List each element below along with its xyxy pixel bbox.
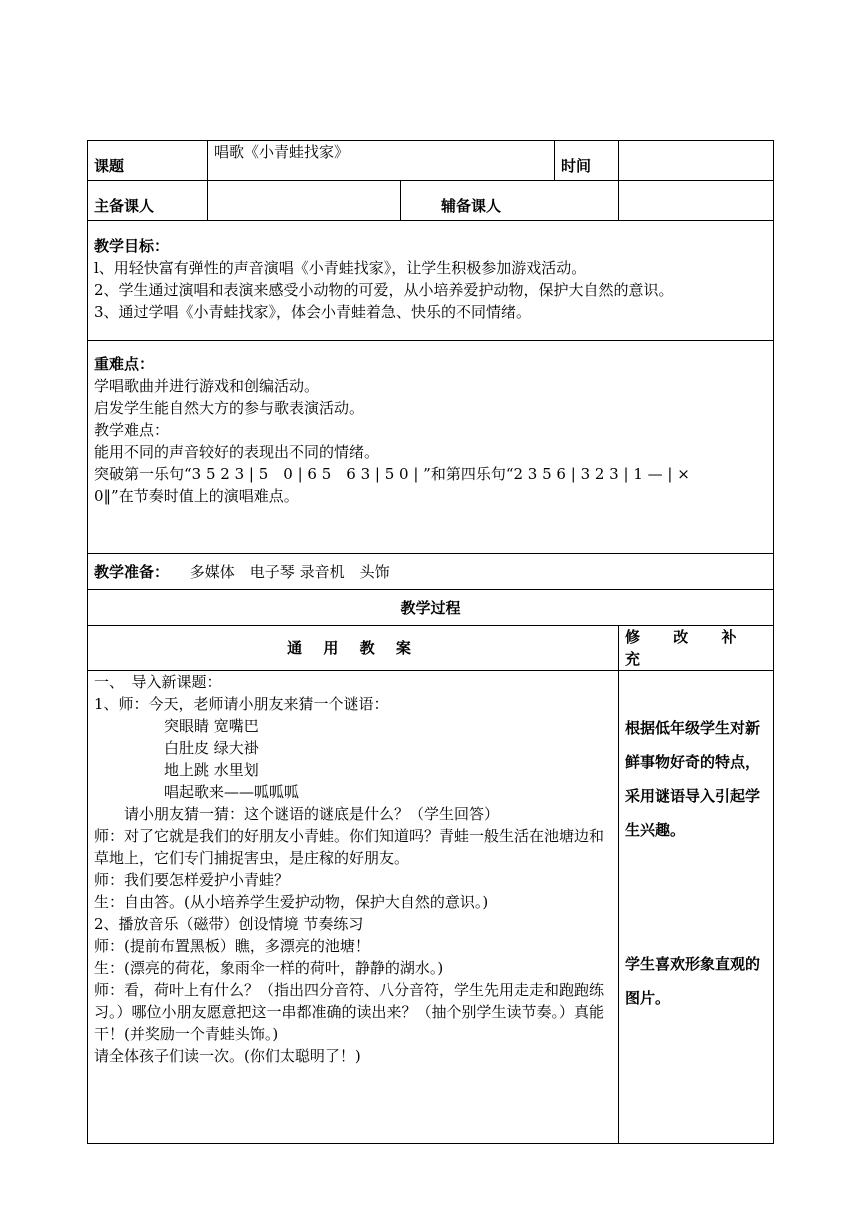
- process-title: 教学过程: [88, 590, 774, 626]
- plan-paragraph: 师：我们要怎样爱护小青蛙？: [94, 871, 290, 889]
- prep-row: [88, 554, 774, 590]
- difficulty-line: 能用不同的声音较好的表现出不同的情绪。: [94, 443, 380, 461]
- plan-paragraph: 师：对了它就是我们的好朋友小青蛙。你们知道吗？青蛙一般生活在池塘边和草地上，它们专门捕捉害虫，是庄稼的好朋友。: [94, 827, 605, 867]
- main-teacher-value[interactable]: [208, 181, 401, 221]
- plan-line: 1、师：今天，老师请小朋友来猜一个谜语：: [94, 695, 389, 713]
- difficulties-title: 重难点：: [94, 355, 155, 373]
- riddle-line: 突眼睛 宽嘴巴: [164, 717, 259, 735]
- goals-title: 教学目标：: [94, 237, 170, 255]
- process-title-row: [88, 590, 774, 626]
- revise-cell: [619, 671, 774, 1144]
- difficulty-line: 启发学生能自然大方的参与歌表演活动。: [94, 399, 365, 417]
- topic-label: 课题: [88, 141, 208, 181]
- difficulty-line: 0‖”在节奏时值上的演唱难点。: [94, 487, 299, 505]
- goals-row: [88, 221, 774, 341]
- plan-line: 一、 导入新课题：: [94, 673, 222, 691]
- time-label: 时间: [555, 141, 619, 181]
- difficulties-row: [88, 341, 774, 554]
- riddle-line: 唱起歌来——呱呱呱: [164, 783, 300, 801]
- revise-column-header: 修 改 补 充: [619, 626, 774, 671]
- prep-label: 教学准备：: [94, 562, 170, 581]
- riddle-line: 白肚皮 绿大褂: [164, 739, 259, 757]
- goals-cell: [88, 221, 774, 341]
- prep-cell: [88, 554, 774, 590]
- plan-column-header: 通 用 教 案: [88, 626, 619, 671]
- process-body-row: [88, 671, 774, 1144]
- goal-item: l、用轻快富有弹性的声音演唱《小青蛙找家》，让学生积极参加游戏活动。: [94, 259, 587, 277]
- assistant-teacher-value[interactable]: [619, 181, 774, 221]
- main-teacher-label: 主备课人: [88, 181, 208, 221]
- process-header-row: [88, 626, 774, 671]
- difficulties-cell: [88, 341, 774, 554]
- difficulty-line: 教学难点：: [94, 421, 170, 439]
- assistant-teacher-label: 辅备课人: [401, 181, 619, 221]
- prep-value: 多媒体 电子琴 录音机 头饰: [189, 562, 390, 581]
- goal-item: 2、学生通过演唱和表演来感受小动物的可爱，从小培养爱护动物，保护大自然的意识。: [94, 281, 674, 299]
- revise-note: 根据低年级学生对新鲜事物好奇的特点，采用谜语导入引起学生兴趣。: [625, 719, 761, 839]
- goal-item: 3、通过学唱《小青蛙找家》，体会小青蛙着急、快乐的不同情绪。: [94, 303, 532, 321]
- plan-paragraph: 请全体孩子们读一次。(你们太聪明了！): [94, 1047, 361, 1065]
- difficulty-line: 学唱歌曲并进行游戏和创编活动。: [94, 377, 320, 395]
- plan-paragraph: 请小朋友猜一猜：这个谜语的谜底是什么？（学生回答）: [124, 805, 500, 823]
- plan-paragraph: 生：自由答。(从小培养学生爱护动物，保护大自然的意识。): [94, 893, 489, 911]
- difficulty-line: 突破第一乐句“3 5 2 3 | 5 0 | 6 5 6 3 | 5 0 | ”和第四乐句“2 3 5 6 | 3 2 3 | 1 — | ×: [94, 465, 690, 483]
- lesson-plan-table: [87, 140, 774, 1144]
- time-value[interactable]: [619, 141, 774, 181]
- plan-paragraph: 师：(提前布置黑板）瞧，多漂亮的池塘！: [94, 937, 370, 955]
- title-row: [88, 141, 774, 181]
- plan-paragraph: 师：看，荷叶上有什么？（指出四分音符、八分音符，学生先用走走和跑跑练习。）哪位小朋友愿意把这一串都准确的读出来？（抽个别学生读节奏。）真能干！(并奖励一个青蛙头饰。): [94, 981, 605, 1043]
- plan-paragraph: 生：(漂亮的荷花，象雨伞一样的荷叶，静静的湖水。): [94, 959, 444, 977]
- teacher-row: [88, 181, 774, 221]
- revise-note: 学生喜欢形象直观的图片。: [625, 955, 761, 1007]
- topic-value: 唱歌《小青蛙找家》: [208, 141, 555, 181]
- plan-cell: [88, 671, 619, 1144]
- riddle-line: 地上跳 水里划: [164, 761, 259, 779]
- plan-paragraph: 2、播放音乐（磁带）创设情境 节奏练习: [94, 915, 364, 933]
